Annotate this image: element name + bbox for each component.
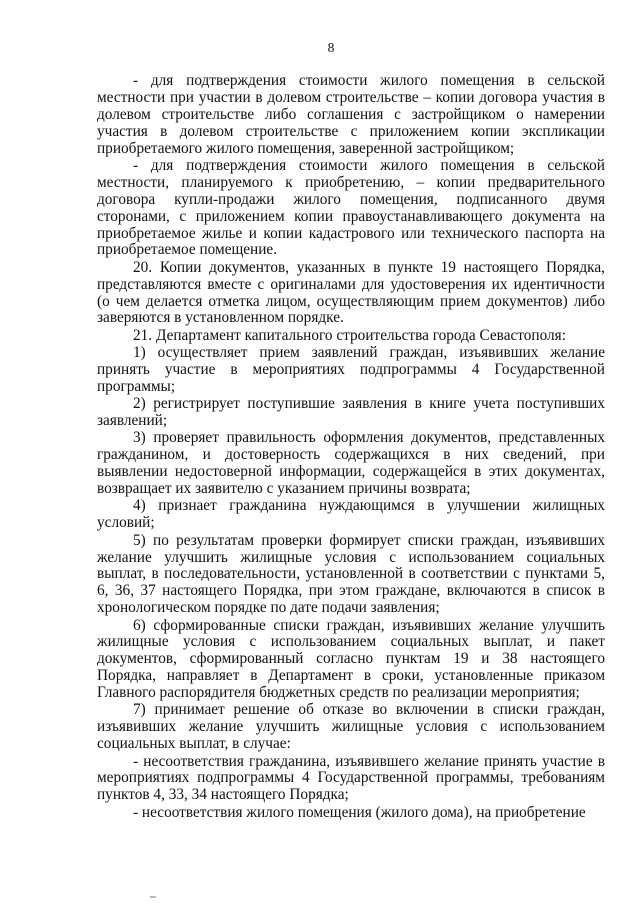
paragraph-rural-shared-construction: - для подтверждения стоимости жилого помещения в сельской местности при участии в долевом строительстве – копии договора участия в долевом строительстве либо соглашения с застройщиком о намерении участия в долевом строительстве с приложением копии экспликации приобретаемого жилого помещения, заверенной застройщиком; bbox=[97, 72, 605, 157]
paragraph-rural-planned-purchase: - для подтверждения стоимости жилого помещения в сельской местности, планируемого к приобретению, – копии предварительного договора купли-продажи жилого помещения, подписанного двумя сторонами, с приложением копии правоустанавливающего документа на приобретаемое жилье и копии кадастрового или технического паспорта на приобретаемое помещение. bbox=[97, 156, 605, 259]
paragraph-refusal-applicant: - несоответствия гражданина, изъявившего желание принять участие в мероприятиях подпрограммы 4 Государственной программы, требованиям пунктов 4, 33, 34 настоящего Порядка; bbox=[97, 752, 605, 804]
paragraph-subitem-2: 2) регистрирует поступившие заявления в книге учета поступивших заявлений; bbox=[97, 395, 605, 430]
paragraph-subitem-4: 4) признает гражданина нуждающимся в улучшении жилищных условий; bbox=[97, 497, 605, 532]
paragraph-subitem-7: 7) принимает решение об отказе во включении в списки граждан, изъявивших желание улучшить жилищные условия с использованием социальных выплат, в случае: bbox=[97, 701, 605, 753]
paragraph-subitem-3: 3) проверяет правильность оформления документов, представленных гражданином, и достоверность содержащихся в них сведений, при выявлении недостоверной информации, содержащейся в этих документах, возвращает их заявителю с указанием причины возврата; bbox=[97, 429, 605, 498]
page-number: 8 bbox=[327, 40, 335, 55]
paragraph-item-20: 20. Копии документов, указанных в пункте 19 настоящего Порядка, представляются вместе с оригиналами для удостоверения их идентичности (о чем делается отметка лицом, осуществляющим прием документов) либо заверяются в установленном порядке. bbox=[97, 258, 605, 327]
paragraph-refusal-housing: - несоответствия жилого помещения (жилого дома), на приобретение bbox=[133, 803, 586, 821]
scan-artifact bbox=[150, 896, 156, 898]
paragraph-subitem-5: 5) по результатам проверки формирует списки граждан, изъявивших желание улучшить жилищные условия с использованием социальных выплат, в последовательности, установленной в соответствии с пунктами 5, 6, 36, 37 настоящего Порядка, при этом граждане, включаются в список в хронологическом порядке по дате подачи заявления; bbox=[97, 531, 605, 617]
paragraph-subitem-6: 6) сформированные списки граждан, изъявивших желание улучшить жилищные условия с использованием социальных выплат, и пакет документов, сформированный согласно пунктам 19 и 38 настоящего Порядка, направляет в Департамент в сроки, установленные приказом Главного распорядителя бюджетных средств по реализации мероприятия; bbox=[97, 616, 605, 702]
paragraph-item-21: 21. Департамент капитального строительства города Севастополя: bbox=[133, 326, 566, 344]
paragraph-subitem-1: 1) осуществляет прием заявлений граждан, изъявивших желание принять участие в мероприятиях подпрограммы 4 Государственной программы; bbox=[97, 344, 605, 395]
